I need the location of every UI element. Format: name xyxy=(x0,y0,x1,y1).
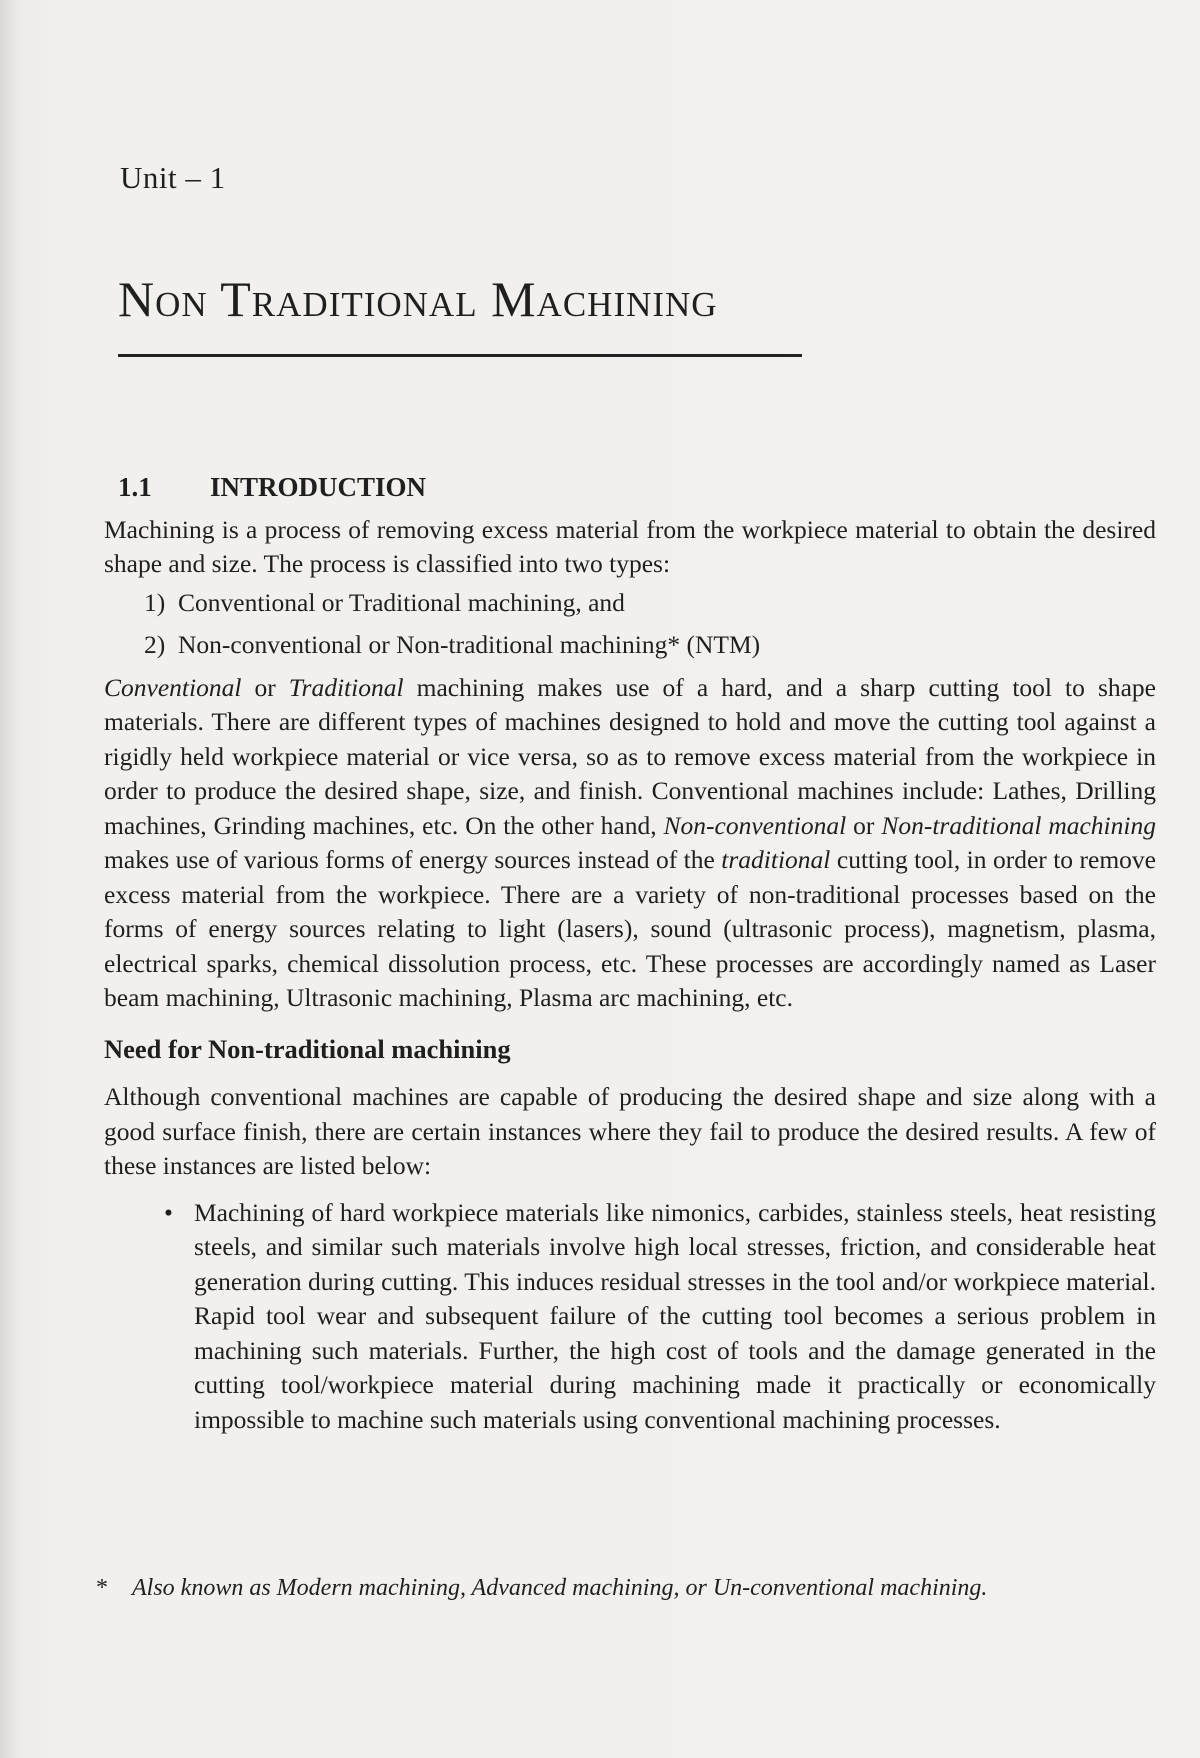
list-marker: 1) xyxy=(144,587,166,617)
footnote-text: Also known as Modern machining, Advanced machining, or Un-conventional machining. xyxy=(132,1575,988,1601)
need-paragraph: Although conventional machines are capable of producing the desired shape and size along with a good surface finish, there are certain instances where they fail to produce the desired results. A few of these instances are listed below: xyxy=(104,1082,1156,1180)
intro-paragraph: Machining is a process of removing excess material from the workpiece material to obtain the desired shape and size. The process is classified into two types: xyxy=(104,514,1156,578)
list-marker: 2) xyxy=(144,630,166,659)
main-content xyxy=(104,470,1156,1437)
section-heading xyxy=(118,470,1156,505)
paragraph-text: machining makes use of a hard, and a sharp cutting tool to shape materials. There are different types of machines designed to hold and move the cutting tool against a rigidly held workpiece material or vice versa, so as to remove excess material from the workpiece in order to produce the desired shape, size, and finish. Conventional machines include: Lathes, Drilling machines, Grinding machines, etc. On the other hand, xyxy=(104,672,1157,840)
need-heading: Need for Non-traditional machining xyxy=(104,1033,511,1064)
footnote-marker: * xyxy=(96,1575,108,1601)
section-number: 1.1 xyxy=(118,472,152,502)
unit-label: Unit – 1 xyxy=(120,160,226,195)
list-item xyxy=(144,628,1156,663)
italic-term: Non-traditional machining xyxy=(881,810,1156,840)
italic-term: Non-conventional xyxy=(663,810,847,840)
paragraph-text: or xyxy=(846,810,882,840)
footnote xyxy=(96,1575,1096,1602)
paragraph-text: cutting tool, in order to remove excess material from the workpiece. There are a variety of non-traditional processes based on the forms of energy sources relating to light (lasers), sound (ultrasonic process), magnetism, plasma, electrical sparks, chemical dissolution process, etc. These processes are accordingly named as Laser beam machining, Ultrasonic machining, Plasma arc machining, etc. xyxy=(104,845,1156,1012)
list-item xyxy=(144,586,1156,621)
list-item-text: Conventional or Traditional machining, and xyxy=(178,587,625,617)
paragraph-text: makes use of various forms of energy sources instead of the xyxy=(104,845,722,874)
title-underline xyxy=(118,354,802,357)
conventional-paragraph xyxy=(104,671,1156,1016)
paragraph-text: or xyxy=(241,672,289,702)
italic-term: traditional xyxy=(721,845,831,874)
italic-term: Conventional xyxy=(104,672,242,702)
bullet-item: • Machining of hard workpiece materials like nimonics, carbides, stainless steels, heat resisting steels, and similar such materials involve high local stresses, friction, and considerable heat generation during cutting. This induces residual stresses in the tool and/or workpiece material. Rapid tool wear and subsequent failure of the cutting tool becomes a serious problem in machining such materials. Further, the high cost of tools and the damage generated in the cutting tool/workpiece material during machining made it practically or economically impossible to machine such materials using conventional machining processes. xyxy=(164,1196,1156,1438)
list-item-text: Non-conventional or Non-traditional machining* (NTM) xyxy=(178,630,761,659)
section-title: INTRODUCTION xyxy=(210,472,427,502)
need-bullets xyxy=(164,1196,1156,1438)
italic-term: Traditional xyxy=(288,672,404,702)
types-list xyxy=(144,586,1156,663)
chapter-title: Non Traditional Machining xyxy=(118,271,718,327)
